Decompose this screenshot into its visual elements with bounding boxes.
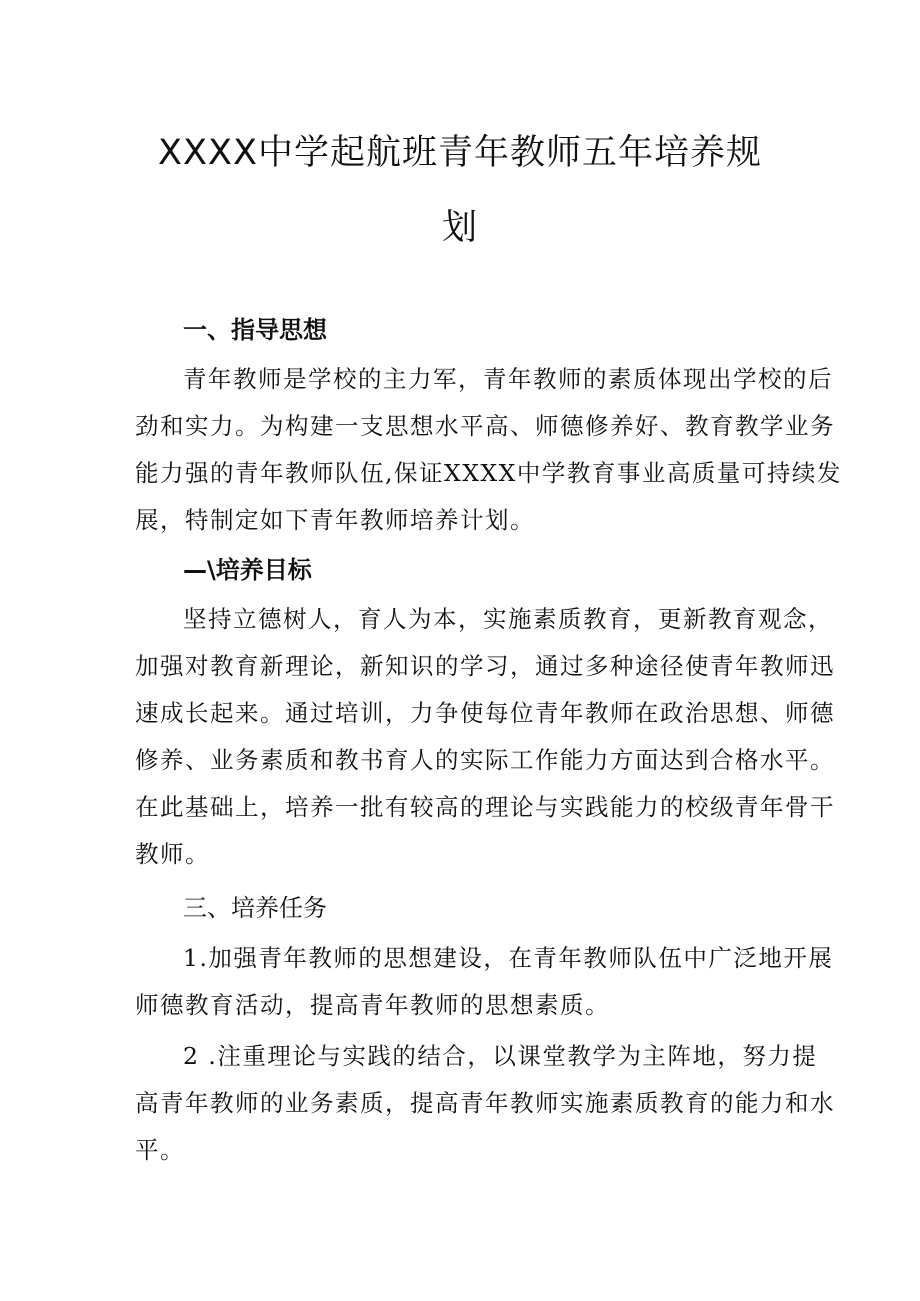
- document-title-line-2: 划: [441, 208, 478, 248]
- paragraph-line: 高青年教师的业务素质，提高青年教师实施素质教育的能力和水: [135, 1089, 835, 1117]
- section-heading-training-tasks: 三、培养任务: [183, 894, 327, 922]
- section-paragraph-training-goals: [135, 596, 835, 878]
- paragraph-line: 青年教师是学校的主力军，青年教师的素质体现出学校的后: [183, 365, 833, 393]
- paragraph-line: 2 .注重理论与实践的结合，以课堂教学为主阵地，努力提: [183, 1042, 818, 1070]
- paragraph-line: 1.加强青年教师的思想建设，在青年教师队伍中广泛地开展: [183, 944, 834, 972]
- section-heading-guiding-ideology: 一、指导思想: [183, 316, 327, 344]
- paragraph-line: 师德教育活动，提高青年教师的思想素质。: [135, 991, 610, 1019]
- section-heading-training-goals: —\培养目标: [183, 556, 312, 584]
- paragraph-line: 在此基础上，培养一批有较高的理论与实践能力的校级青年骨干: [135, 793, 835, 821]
- task-item-1: [135, 935, 834, 1029]
- paragraph-line: 修养、业务素质和教书育人的实际工作能力方面达到合格水平。: [135, 746, 835, 774]
- paragraph-line: 加强对教育新理论，新知识的学习，通过多种途径使青年教师迅: [135, 652, 835, 680]
- paragraph-line: 展，特制定如下青年教师培养计划。: [135, 506, 535, 534]
- task-item-2: [135, 1033, 835, 1174]
- paragraph-line: 能力强的青年教师队伍,保证XXXX中学教育事业高质量可持续发: [135, 459, 842, 487]
- section-paragraph-guiding-ideology: [135, 356, 842, 544]
- paragraph-line: 劲和实力。为构建一支思想水平高、师德修养好、教育教学业务: [135, 412, 835, 440]
- paragraph-line: 速成长起来。通过培训，力争使每位青年教师在政治思想、师德: [135, 699, 835, 727]
- paragraph-line: 平。: [135, 1136, 185, 1164]
- document-title-line-1: XXXX中学起航班青年教师五年培养规: [158, 133, 762, 173]
- paragraph-line: 坚持立德树人，育人为本，实施素质教育，更新教育观念，: [183, 605, 833, 633]
- paragraph-line: 教师。: [135, 840, 210, 868]
